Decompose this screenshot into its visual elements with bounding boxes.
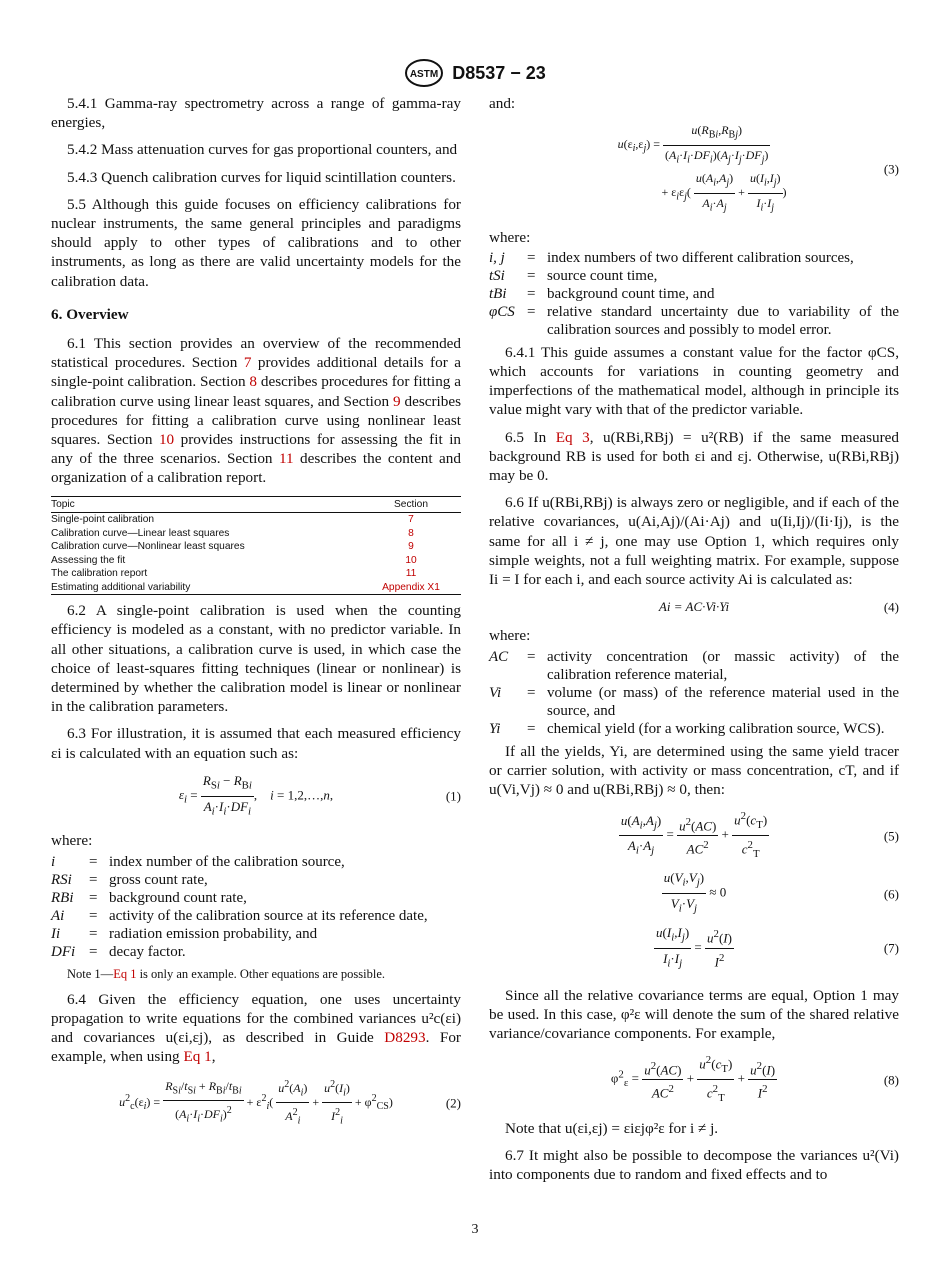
para-yields: If all the yields, Yi, are determined using the same yield tracer or carrier solution, with activity or mass concentration, cT, and if u(Vi,Vj) ≈ 0 and u(RBi,RBj) ≈ 0, then: xyxy=(489,742,899,799)
equation-2: $u^2_c(\varepsilon_i)$ = $\frac{R_{Si}/t_{Si} + R_{Bi}/t_{Bi}}{(A_i\cdot I_i\cdot DF_i)^2}$ + $\varepsilon^2_i$( $\frac{u^2(A_i)}{A^2_i}$ + $\frac{u^2(I_i)}{I^2_i}$ + $\varphi^2_{CS}$) (2) xyxy=(51,1075,461,1131)
para-since: Since all the relative covariance terms are equal, Option 1 may be used. In this case, φ²ε will denote the sum of the shared relative variance/covariance components. For example, xyxy=(489,986,899,1043)
list-item: Vi = volume (or mass) of the reference material used in the source, and xyxy=(489,684,899,719)
section-link[interactable]: Appendix X1 xyxy=(382,581,440,593)
section-link[interactable]: 8 xyxy=(408,527,414,539)
equation-number: (1) xyxy=(445,788,461,804)
para-6-7: 6.7 It might also be possible to decompose the variances u²(Vi) into components due to random and fixed effects and to xyxy=(489,1146,899,1183)
para-6-4-1: 6.4.1 This guide assumes a constant value for the factor φCS, which accounts for variations in counting geometry and imperfections of the mathematical model, although in principle its value might vary with that of the predictor variable. xyxy=(489,343,899,419)
svg-text:ASTM: ASTM xyxy=(410,69,439,80)
table-row: Estimating additional variability Appendix X1 xyxy=(51,581,461,595)
and-label: and: xyxy=(489,95,516,112)
para-5-4-3: 5.4.3 Quench calibration curves for liquid scintillation counters. xyxy=(67,168,456,186)
equation-5: $\frac{u(A_i,A_j)}{A_i\cdot A_j}$ = $\frac{u^2(AC)}{AC^2}$ + $\frac{u^2(c_T)}{c^2_T}$ (5) xyxy=(489,807,899,864)
section-link[interactable]: 10 xyxy=(405,554,417,566)
equation-number: (2) xyxy=(445,1095,461,1111)
table-row: Single-point calibration 7 xyxy=(51,513,461,527)
list-item: tSi = source count time, xyxy=(489,267,658,284)
section-link-8[interactable]: 8 xyxy=(249,373,258,391)
equation-1: $\varepsilon_i$ = $\frac{R_{Si} - R_{Bi}}{A_i\cdot I_i\cdot DF_i}$ , i = 1,2,…,n, (1) xyxy=(178,772,461,818)
note-1: Note 1—Eq 1 is only an example. Other equations are possible. xyxy=(67,966,386,981)
list-item: Ii = radiation emission probability, and xyxy=(51,925,318,942)
where-label: where: xyxy=(489,627,531,645)
list-item: RBi = background count rate, xyxy=(51,889,247,906)
para-5-5: 5.5 Although this guide focuses on efficiency calibrations for nuclear instruments, the same general principles and paradigms should apply to other types of calibrations and to other instruments, as long as there are valid uncertainty models for the calibration data. xyxy=(51,195,461,290)
definitions-list xyxy=(489,648,899,738)
page-header xyxy=(0,58,950,88)
equation-3: $u(\varepsilon_i,\varepsilon_j)$ = $\frac{u(R_{Bi},R_{Bj})}{(A_i\cdot I_i\cdot DF_i)(A_j\cdot I_j\cdot DF_j)}$ + $\varepsilon_i\varepsilon_j$( $\frac{u(A_i,A_j)}{A_i\cdot A_j}$ + $\frac{u(I_i,I_j)}{I_i\cdot I_j}$ ) (3) xyxy=(617,123,899,214)
para-6-2: 6.2 A single-point calibration is used when the counting efficiency is modeled as a constant, with no predictor variable. In all other situations, a calibration curve is used, in which case the choice of least-squares fitting techniques (linear or nonlinear) is determined by whether the calibration model is linear or nonlinear in the calibration parameters. xyxy=(51,602,461,716)
equation-number: (7) xyxy=(883,940,899,956)
astm-logo-icon xyxy=(404,58,444,88)
section-link[interactable]: 9 xyxy=(408,541,414,553)
equation-4: Ai = AC·Vi·Yi (4) xyxy=(489,597,899,616)
para-6-4: 6.4 Given the efficiency equation, one uses uncertainty propagation to write equations for the combined variances u²c(εi) and covariances u(εi,εj), as described in Guide D8293. For example, when using Eq 1, xyxy=(51,990,461,1066)
para-note-that: Note that u(εi,εj) = εiεjφ²ε for i ≠ j. xyxy=(505,1119,719,1137)
equation-number: (8) xyxy=(883,1072,899,1088)
table-header-topic: Topic xyxy=(51,496,361,513)
definitions-list xyxy=(51,853,461,961)
table-row: Calibration curve—Linear least squares 8 xyxy=(51,527,461,541)
list-item: RSi = gross count rate, xyxy=(51,871,208,888)
equation-6: $\frac{u(V_i,V_j)}{V_i\cdot V_j}$ ≈ 0 (6) xyxy=(663,870,899,915)
where-label: where: xyxy=(51,832,93,850)
right-column xyxy=(489,94,899,1192)
list-item: tBi = background count time, and xyxy=(489,285,715,302)
equation-7: $\frac{u(I_i,I_j)}{I_i\cdot I_j}$ = $\frac{u^2(I)}{I^2}$ (7) xyxy=(656,925,899,970)
para-6-6: 6.6 If u(RBi,RBj) is always zero or negligible, and if each of the relative covariances, u(Ai,Aj)/(Ai·Aj) and u(Ii,Ij)/(Ii·Ij), is the same for all i ≠ j, one may use Option 1, which requires only simple weights, not a full weighting matrix. For example, suppose Ii = I for each i, and each source activity Ai is calculated as: xyxy=(489,494,899,589)
left-column xyxy=(51,94,461,1141)
para-5-4-2: 5.4.2 Mass attenuation curves for gas proportional counters, and xyxy=(67,141,458,159)
list-item: Yi = chemical yield (for a working calibration source, WCS). xyxy=(489,720,885,737)
list-item: i, j = index numbers of two different calibration sources, xyxy=(489,249,854,266)
section-link[interactable]: 11 xyxy=(405,568,417,580)
table-row: Calibration curve—Nonlinear least squares 9 xyxy=(51,540,461,554)
equation-link[interactable]: Eq 1 xyxy=(113,966,137,981)
section-link-9[interactable]: 9 xyxy=(393,392,401,410)
list-item: Ai = activity of the calibration source at its reference date, xyxy=(51,907,428,924)
section-link[interactable]: 7 xyxy=(408,514,414,526)
para-5-4-1: 5.4.1 Gamma-ray spectrometry across a range of gamma-ray energies, xyxy=(51,95,461,132)
list-item: AC = activity concentration (or massic activity) of the calibration reference material, xyxy=(489,648,899,683)
table-row: Assessing the fit 10 xyxy=(51,554,461,568)
section-link-7[interactable]: 7 xyxy=(243,354,252,372)
section-link-10[interactable]: 10 xyxy=(158,431,175,449)
equation-number: (6) xyxy=(883,886,899,902)
section-heading-overview: 6. Overview xyxy=(51,305,129,323)
page-number: 3 xyxy=(471,1222,479,1237)
equation-number: (4) xyxy=(883,599,899,615)
equation-number: (5) xyxy=(883,828,899,844)
guide-link[interactable]: D8293 xyxy=(384,1029,426,1047)
standard-designation: D8537 − 23 xyxy=(452,62,546,83)
equation-8: $\varphi^2_\varepsilon$ = $\frac{u^2(AC)}{AC^2}$ + $\frac{u^2(c_T)}{c^2_T}$ + $\frac{u^2(I)}{I^2}$ (8) xyxy=(489,1051,899,1108)
list-item: DFi = decay factor. xyxy=(51,943,186,960)
para-6-1: 6.1 This section provides an overview of the recommended statistical procedures. Section 7 provides additional details for a single-point calibration. Section 8 describes procedures for fitting a calibration curve using linear least squares, and Section 9 describes procedures for fitting a calibration curve using nonlinear least squares. Section 10 provides instructions for assessing the fit in any of the three scenarios. Section 11 describes the content and organization of a calibration report. xyxy=(51,335,462,487)
section-table xyxy=(51,496,461,596)
equation-link[interactable]: Eq 1 xyxy=(183,1048,212,1066)
equation-link[interactable]: Eq 3 xyxy=(555,428,590,446)
definitions-list xyxy=(489,249,899,339)
table-header-section: Section xyxy=(361,496,461,513)
section-link-11[interactable]: 11 xyxy=(278,450,294,468)
table-row: The calibration report 11 xyxy=(51,567,461,581)
equation-number: (3) xyxy=(883,161,899,177)
list-item: φCS = relative standard uncertainty due to variability of the calibration sources and possibly to model error. xyxy=(489,303,899,338)
list-item: i = index number of the calibration source, xyxy=(51,853,345,870)
para-6-3: 6.3 For illustration, it is assumed that each measured efficiency εi is calculated with an equation such as: xyxy=(51,725,461,762)
where-label: where: xyxy=(489,228,531,246)
para-6-5: 6.5 In Eq 3, u(RBi,RBj) = u²(RB) if the same measured background RB is used for both εi and εj. Otherwise, u(RBi,RBj) may be 0. xyxy=(489,428,899,484)
